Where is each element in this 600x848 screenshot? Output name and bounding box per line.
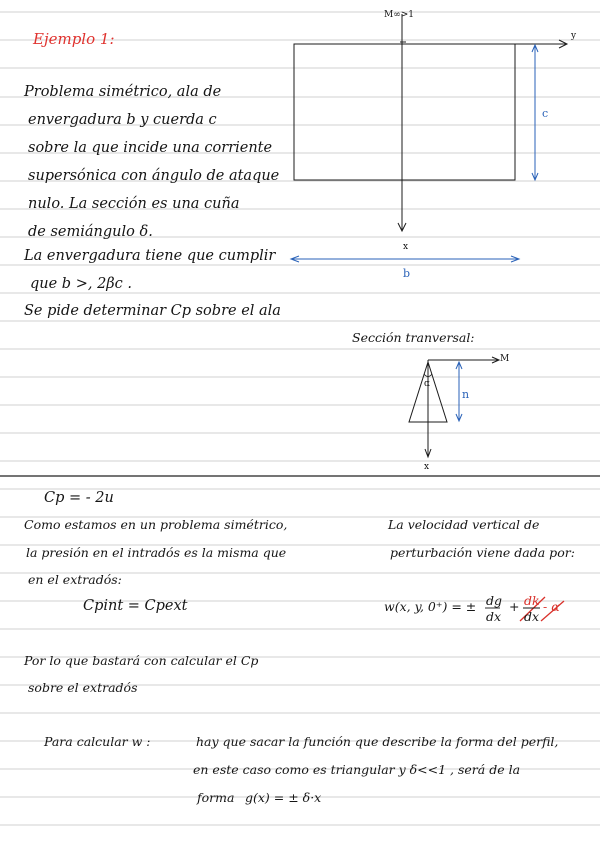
w-formula-dk: dk	[524, 593, 540, 608]
chord-label: c	[542, 107, 549, 120]
freestream-mach-label: M∞>1	[384, 10, 414, 20]
w-formula-dx-1: dx	[486, 609, 502, 624]
symmetry-line-3: en el extradós:	[28, 572, 122, 587]
intro-line-9: Se pide determinar Cp sobre el ala	[24, 303, 281, 319]
vertical-velocity-line-2: perturbación viene dada por:	[390, 545, 575, 560]
wing-planform-rect	[294, 44, 515, 180]
intro-line-4: supersónica con ángulo de ataque	[28, 168, 280, 184]
intro-line-6: de semiángulo δ.	[28, 224, 153, 240]
profile-formula: g(x) = ± δ·x	[245, 790, 322, 805]
conclusion-line-2: sobre el extradós	[28, 680, 138, 695]
symmetry-line-2: la presión en el intradós es la misma que	[26, 545, 287, 560]
cp-equality: Cpint = Cpext	[83, 598, 188, 614]
section-axis-label: M	[500, 354, 510, 364]
intro-line-3: sobre la que incide una corriente	[28, 140, 273, 156]
cp-formula: Cp = - 2u	[44, 490, 114, 506]
w-formula-alpha: - α	[543, 599, 560, 614]
intro-line-1: Problema simétrico, ala de	[24, 84, 222, 100]
symmetry-line-1: Como estamos en un problema simétrico,	[24, 517, 288, 532]
span-label: b	[403, 267, 411, 280]
x-axis-label: x	[403, 242, 409, 252]
profile-function-line-2: en este caso como es triangular y δ<<1 , será de la	[193, 762, 521, 777]
y-axis-label: y	[571, 31, 577, 41]
wedge-angle-label: α	[424, 379, 431, 389]
section-title: Sección tranversal:	[352, 330, 475, 345]
forma-word: forma	[197, 790, 235, 805]
intro-line-5: nulo. La sección es una cuña	[28, 196, 240, 212]
height-label: n	[462, 388, 470, 401]
example-title: Ejemplo 1:	[33, 30, 115, 48]
intro-line-7: La envergadura tiene que cumplir	[24, 248, 276, 264]
w-formula-plus: +	[509, 599, 520, 614]
w-formula-dg: dg	[486, 593, 503, 608]
calc-w-label: Para calcular w :	[44, 734, 151, 749]
section-x-label: x	[424, 462, 430, 472]
w-formula-dx-2: dx	[524, 609, 540, 624]
w-formula-lhs: w(x, y, 0⁺) = ±	[384, 599, 477, 614]
intro-line-8: que b >, 2βc .	[30, 276, 133, 292]
conclusion-line-1: Por lo que bastará con calcular el Cp	[24, 653, 259, 668]
profile-function-line-1: hay que sacar la función que describe la forma del perfil,	[196, 734, 559, 749]
intro-line-2: envergadura b y cuerda c	[28, 112, 217, 128]
vertical-velocity-line-1: La velocidad vertical de	[388, 517, 540, 532]
